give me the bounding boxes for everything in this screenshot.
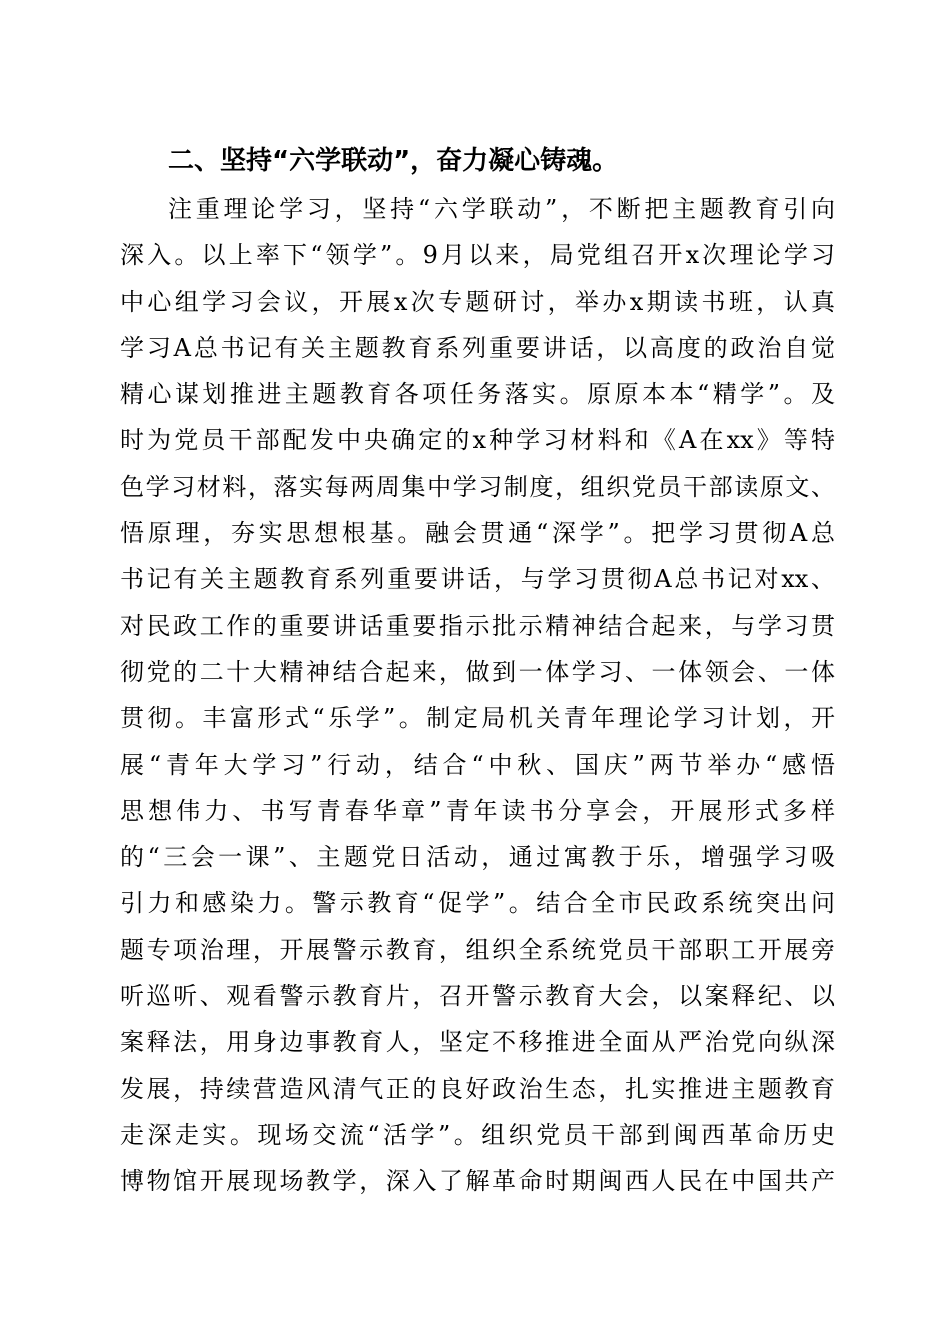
paragraph-line: 深入。以上率下“领学”。9月以来，局党组召开x次理论学习 [120,241,835,270]
body-paragraph [120,186,835,1205]
paragraph-line: 时为党员干部配发中央确定的x种学习材料和《A在xx》等特 [120,426,835,455]
paragraph-line: 听巡听、观看警示教育片，召开警示教育大会，以案释纪、以 [120,982,835,1011]
paragraph-line: 贯彻。丰富形式“乐学”。制定局机关青年理论学习计划，开 [120,704,835,733]
paragraph-line: 博物馆开展现场教学，深入了解革命时期闽西人民在中国共产 [120,1167,835,1196]
paragraph-line: 展“青年大学习”行动，结合“中秋、国庆”两节举办“感悟 [120,750,835,779]
paragraph-line: 精心谋划推进主题教育各项任务落实。原原本本“精学”。及 [120,380,835,409]
paragraph-line: 思想伟力、书写青春华章”青年读书分享会，开展形式多样 [120,796,835,825]
paragraph-line: 的“三会一课”、主题党日活动，通过寓教于乐，增强学习吸 [120,843,835,872]
paragraph-line: 引力和感染力。警示教育“促学”。结合全市民政系统突出问 [120,889,835,918]
paragraph-line: 中心组学习会议，开展x次专题研讨，举办x期读书班，认真 [120,287,835,316]
paragraph-line: 发展，持续营造风清气正的良好政治生态，扎实推进主题教育 [120,1074,835,1103]
paragraph-line: 走深走实。现场交流“活学”。组织党员干部到闽西革命历史 [120,1120,835,1149]
paragraph-line: 悟原理，夯实思想根基。融会贯通“深学”。把学习贯彻A总 [120,519,835,548]
paragraph-line: 学习A总书记有关主题教育系列重要讲话，以高度的政治自觉 [120,333,835,362]
paragraph-line: 对民政工作的重要讲话重要指示批示精神结合起来，与学习贯 [120,611,835,640]
paragraph-line: 彻党的二十大精神结合起来，做到一体学习、一体领会、一体 [120,657,835,686]
paragraph-line: 案释法，用身边事教育人，坚定不移推进全面从严治党向纵深 [120,1028,835,1057]
paragraph-line: 题专项治理，开展警示教育，组织全系统党员干部职工开展旁 [120,935,835,964]
paragraph-line: 注重理论学习，坚持“六学联动”，不断把主题教育引向 [168,195,835,223]
paragraph-line: 书记有关主题教育系列重要讲话，与学习贯彻A总书记对xx、 [120,565,835,594]
section-heading: 二、坚持“六学联动”，奋力凝心铸魂。 [168,146,619,176]
paragraph-line: 色学习材料，落实每两周集中学习制度，组织党员干部读原文、 [120,472,835,501]
